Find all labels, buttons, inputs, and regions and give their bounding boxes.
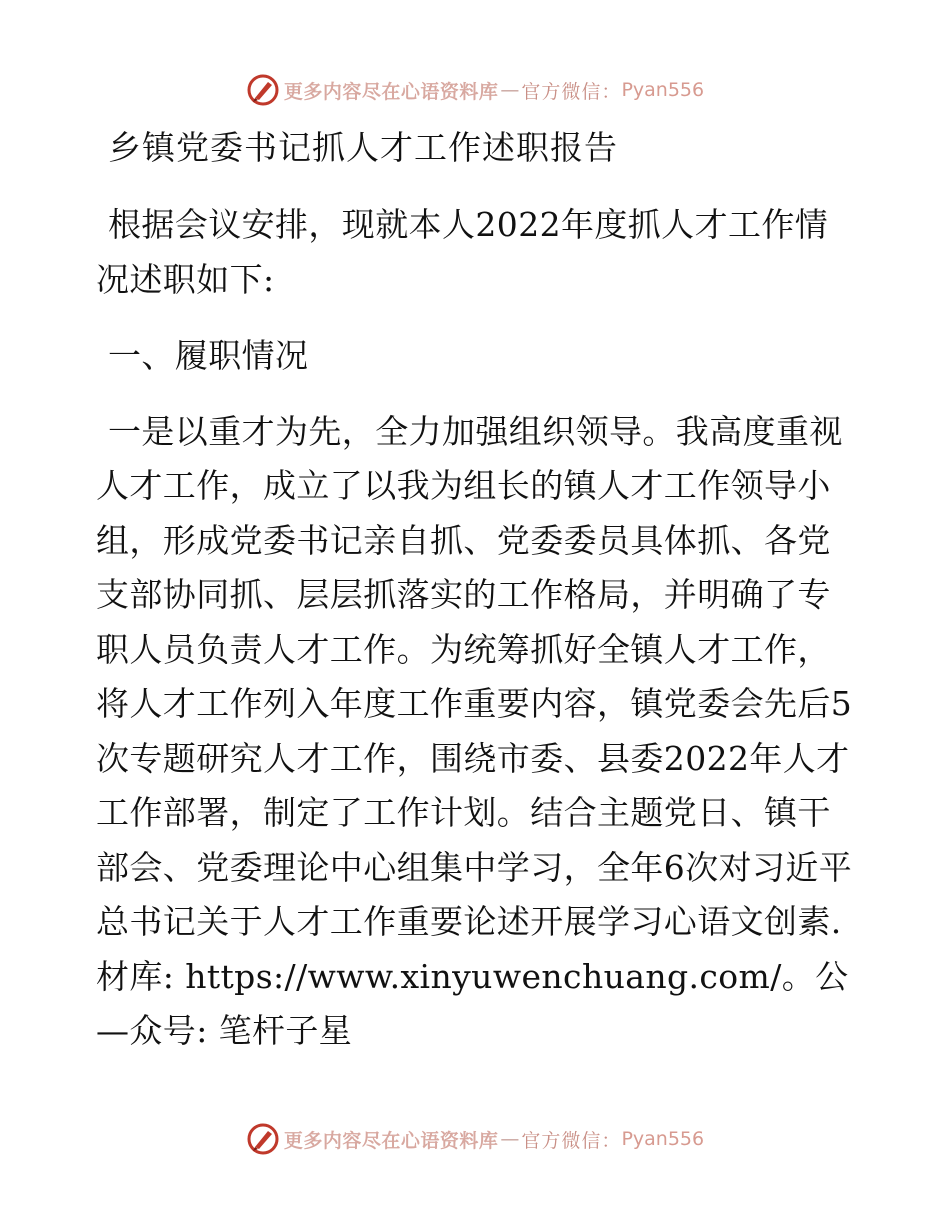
document-body — [96, 124, 856, 1059]
pen-logo-icon — [246, 73, 280, 107]
banner-brand-text: 更多内容尽在心语资料库 — [283, 1129, 499, 1152]
body-paragraph: 一是以重才为先，全力加强组织领导。我高度重视人才工作，成立了以我为组长的镇人才工作领导小组，形成党委书记亲自抓、党委委员具体抓、各党支部协同抓、层层抓落实的工作格局，并明确了专职人员负责人才工作。为统筹抓好全镇人才工作，将人才工作列入年度工作重要内容，镇党委会先后5次专题研究人才工作，围绕市委、县委2022年人才工作部署，制定了工作计划。结合主题党日、镇干部会、党委理论中心组集中学习，全年6次对习近平总书记关于人才工作重要论述开展学习心语文创素.材库: https://www.xinyuwenchuang.com/。公—众号: 笔杆子星 — [96, 411, 853, 1050]
banner-wechat-label: 官方微信： — [521, 80, 622, 103]
banner-wechat-id: Pyan556 — [621, 79, 705, 101]
banner-wechat-label: 官方微信： — [521, 1129, 622, 1152]
document-title: 乡镇党委书记抓人才工作述职报告 — [108, 128, 618, 167]
header-watermark-banner — [0, 70, 950, 110]
banner-wechat-id: Pyan556 — [621, 1128, 705, 1150]
banner-brand-text: 更多内容尽在心语资料库 — [283, 80, 499, 103]
footer-watermark-banner — [0, 1119, 950, 1159]
section-heading: 一、履职情况 — [108, 336, 309, 375]
banner-separator: — — [500, 79, 520, 101]
pen-logo-icon — [246, 1122, 280, 1156]
banner-separator: — — [500, 1128, 520, 1150]
intro-paragraph: 根据会议安排，现就本人2022年度抓人才工作情况述职如下: — [96, 205, 829, 299]
